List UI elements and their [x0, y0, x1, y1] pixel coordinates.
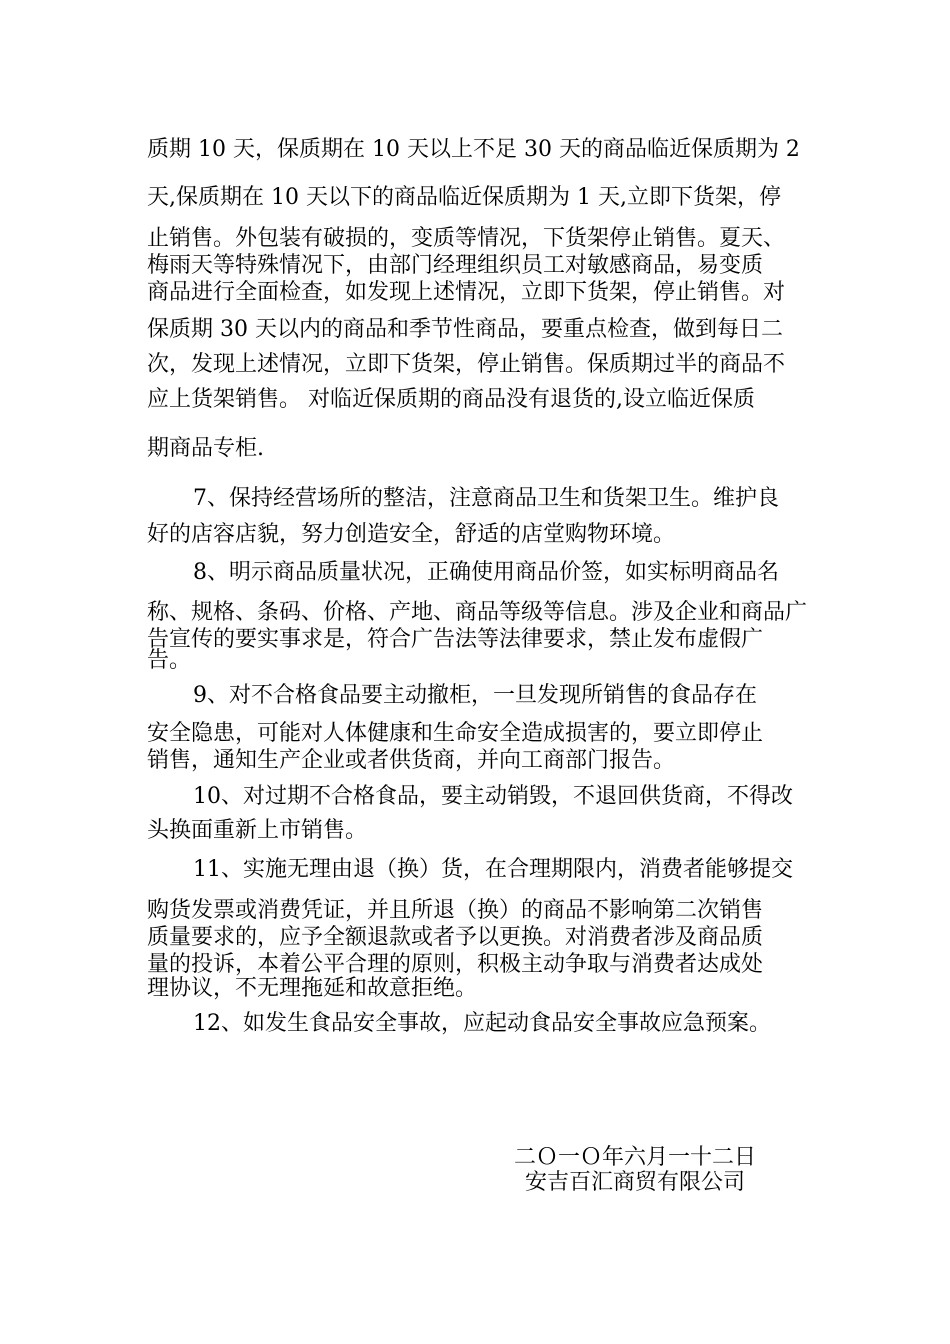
item-7-first-line: 7、保持经营场所的整洁，注意商品卫生和货架卫生。维护良 [193, 486, 779, 511]
body-text-line: 期商品专柜. [147, 436, 264, 461]
body-text-line: 商品进行全面检查，如发现上述情况，立即下货架，停止销售。对 [147, 280, 786, 305]
body-text-line: 购货发票或消费凭证，并且所退（换）的商品不影响第二次销售 [147, 898, 764, 923]
body-text-line: 止销售。外包装有破损的，变质等情况，下货架停止销售。夏天、 [147, 226, 786, 251]
body-text-line: 天,保质期在 10 天以下的商品临近保质期为 1 天,立即下货架，停 [147, 185, 781, 210]
body-text-line: 应上货架销售。 对临近保质期的商品没有退货的,设立临近保质 [147, 387, 755, 412]
body-text-line: 次，发现上述情况，立即下货架，停止销售。保质期过半的商品不 [147, 352, 786, 377]
body-text-line: 安全隐患，可能对人体健康和生命安全造成损害的，要立即停止 [147, 721, 764, 746]
body-text-line: 理协议，不无理拖延和故意拒绝。 [147, 976, 478, 1001]
body-text-line: 质量要求的，应予全额退款或者予以更换。对消费者涉及商品质 [147, 925, 764, 950]
body-text-line: 告宣传的要实事求是，符合广告法等法律要求，禁止发布虚假广 [147, 627, 764, 652]
signature-date: 二Ｏ一Ｏ年六月一十二日 [514, 1145, 757, 1170]
body-text-line: 质期 10 天，保质期在 10 天以上不足 30 天的商品临近保质期为 2 [147, 137, 800, 162]
body-text-line: 称、规格、条码、价格、产地、商品等级等信息。涉及企业和商品广 [147, 600, 808, 625]
item-11-first-line: 11、实施无理由退（换）货，在合理期限内，消费者能够提交 [193, 857, 793, 882]
body-text-line: 量的投诉，本着公平合理的原则，积极主动争取与消费者达成处 [147, 952, 764, 977]
body-text-line: 梅雨天等特殊情况下，由部门经理组织员工对敏感商品，易变质 [147, 253, 764, 278]
body-text-line: 保质期 30 天以内的商品和季节性商品，要重点检查，做到每日二 [147, 317, 783, 342]
body-text-line: 头换面重新上市销售。 [147, 818, 368, 843]
item-12-line: 12、如发生食品安全事故，应起动食品安全事故应急预案。 [193, 1011, 771, 1036]
body-text-line: 销售，通知生产企业或者供货商，并向工商部门报告。 [147, 748, 676, 773]
item-9-first-line: 9、对不合格食品要主动撤柜，一旦发现所销售的食品存在 [193, 683, 757, 708]
body-text-line: 告。 [147, 648, 192, 673]
item-8-first-line: 8、明示商品质量状况，正确使用商品价签，如实标明商品名 [193, 560, 779, 585]
item-10-first-line: 10、对过期不合格食品，要主动销毁，不退回供货商，不得改 [193, 784, 793, 809]
signature-company: 安吉百汇商贸有限公司 [525, 1170, 746, 1195]
body-text-line: 好的店容店貌，努力创造安全，舒适的店堂购物环境。 [147, 522, 676, 547]
